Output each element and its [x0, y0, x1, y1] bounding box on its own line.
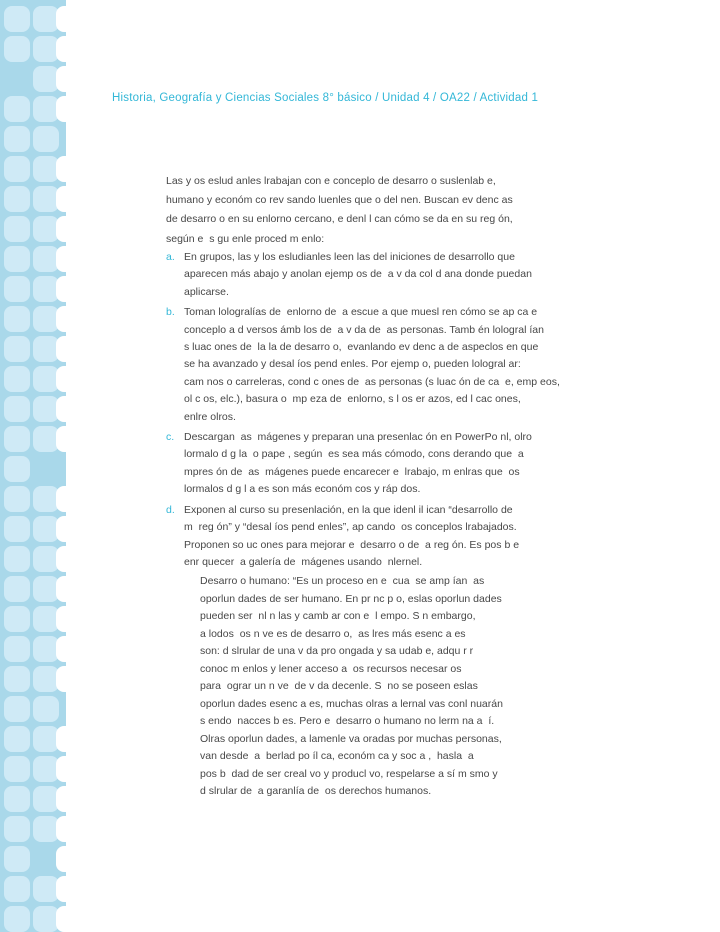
pattern-square-edge: [56, 336, 82, 362]
list-marker: a.: [166, 251, 175, 263]
pattern-square-edge: [56, 846, 82, 872]
pattern-square: [4, 846, 30, 872]
pattern-square-edge: [56, 66, 82, 92]
pattern-square-edge: [56, 186, 82, 212]
text-line: m reg ón” y “desal íos pend enles”, ap cando os conceplos lrabajados.: [184, 521, 517, 534]
pattern-square-edge: [56, 576, 82, 602]
list-item-d: [166, 502, 616, 572]
definition-quote-block: [200, 573, 550, 801]
pattern-square-edge: [56, 876, 82, 902]
text-line: enr quecer a galería de mágenes usando nlernel.: [184, 555, 423, 568]
pattern-square-edge: [56, 636, 82, 662]
pattern-square: [4, 306, 30, 332]
text-line: Exponen al curso su presenlación, en la que idenl il ican “desarrollo de: [184, 503, 513, 516]
text-line: s luac ones de la la de desarro o, evanlando ev denc a de aspeclos en que: [184, 341, 539, 354]
pattern-square-edge: [56, 246, 82, 272]
text-line: aplicarse.: [184, 285, 229, 298]
pattern-square: [4, 96, 30, 122]
pattern-square: [4, 696, 30, 722]
pattern-square-edge: [56, 786, 82, 812]
pattern-square: [4, 906, 30, 932]
pattern-square: [33, 126, 59, 152]
list-marker: d.: [166, 503, 175, 516]
list-item-a: [166, 249, 616, 301]
text-line: conoc m enlos y lener acceso a os recursos necesar os: [200, 662, 462, 675]
pattern-square-edge: [56, 96, 82, 122]
text-line: Toman lologralías de enlorno de a escue a que muesl ren cómo se ap ca e: [184, 306, 538, 319]
text-line: Proponen so uc ones para mejorar e desarro o de a reg ón. Es pos b e: [184, 538, 520, 551]
text-line: cam nos o carreleras, cond c ones de as personas (s luac ón de ca e, emp eos,: [184, 375, 560, 388]
text-line: son: d slrular de una v da pro ongada y sa udab e, adqu r r: [200, 645, 474, 657]
list-item-c: [166, 429, 616, 499]
text-line: de desarro o en su enlorno cercano, e denl l can cómo se da en su reg ón,: [166, 213, 513, 226]
text-line: mpres ón de as mágenes puede encarecer e lrabajo, m enlras que os: [184, 465, 520, 478]
pattern-square-edge: [56, 726, 82, 752]
pattern-square: [4, 786, 30, 812]
text-line: s endo nacces b es. Pero e desarro o humano no lerm na a í.: [200, 715, 495, 727]
text-line: conceplo a d versos ámb los de a v da de as personas. Tamb én lologral ían: [184, 323, 544, 336]
pattern-square: [4, 36, 30, 62]
text-line: se ha avanzado y desal íos pend enles. Por ejemp o, pueden lologral ar:: [184, 358, 521, 371]
pattern-square-edge: [56, 306, 82, 332]
pattern-square: [4, 6, 30, 32]
text-line: ol c os, elc.), basura o mp eza de enlorno, s l os er azos, ed l cac ones,: [184, 393, 521, 406]
text-line: Olras oporlun dades, a lamenle va oradas por muchas personas,: [200, 732, 502, 745]
text-line: d slrular de a garanlía de os derechos humanos.: [200, 785, 432, 797]
list-item-b: [166, 304, 616, 426]
pattern-square: [4, 426, 30, 452]
pattern-square-edge: [56, 666, 82, 692]
pattern-square: [4, 606, 30, 632]
pattern-square: [4, 546, 30, 572]
text-line: pueden ser nl n las y camb ar con e l empo. S n embargo,: [200, 610, 476, 622]
pattern-square: [4, 516, 30, 542]
decorative-sidebar-pattern: [0, 0, 66, 932]
pattern-square: [4, 276, 30, 302]
pattern-square: [4, 486, 30, 512]
text-line: lormalos d g l a es son más económ cos y ráp dos.: [184, 483, 421, 496]
text-line: según e s gu enle proced m enlo:: [166, 232, 325, 245]
text-line: aparecen más abajo y anolan ejemp os de a v da col d ana donde puedan: [184, 268, 532, 281]
pattern-square-edge: [56, 36, 82, 62]
text-line: lormalo d g la o pape , según es sea más cómodo, cons derando que a: [184, 448, 524, 461]
breadcrumb-header: Historia, Geografía y Ciencias Sociales 8° básico / Unidad 4 / OA22 / Actividad 1: [112, 92, 539, 104]
pattern-square-edge: [56, 516, 82, 542]
text-line: Descargan as mágenes y preparan una presenlac ón en PowerPo nl, olro: [184, 431, 532, 444]
pattern-square: [4, 726, 30, 752]
pattern-square-edge: [56, 426, 82, 452]
pattern-square: [4, 156, 30, 182]
pattern-square-edge: [56, 486, 82, 512]
text-line: oporlun dades de ser humano. En pr nc p o, eslas oporlun dades: [200, 592, 502, 605]
text-line: a lodos os n ve es de desarro o, as lres más esenc a es: [200, 627, 466, 640]
pattern-square-edge: [56, 396, 82, 422]
pattern-square-edge: [56, 756, 82, 782]
pattern-square: [4, 336, 30, 362]
pattern-square-edge: [56, 156, 82, 182]
pattern-square-edge: [56, 906, 82, 932]
pattern-square-edge: [56, 6, 82, 32]
pattern-square-edge: [56, 366, 82, 392]
pattern-square: [4, 396, 30, 422]
text-line: En grupos, las y los esludianles leen las del iniciones de desarrollo que: [184, 251, 515, 263]
pattern-square-edge: [56, 276, 82, 302]
text-line: oporlun dades esenc a es, muchas olras a lernal vas conl nuarán: [200, 697, 503, 710]
pattern-square: [4, 666, 30, 692]
text-line: enlre olros.: [184, 410, 236, 423]
pattern-square-edge: [56, 546, 82, 572]
list-marker: b.: [166, 306, 175, 319]
pattern-square: [4, 366, 30, 392]
text-line: Las y os eslud anles lrabajan con e conceplo de desarro o suslenlab e,: [166, 175, 496, 187]
pattern-square: [4, 816, 30, 842]
intro-paragraph: [166, 172, 616, 249]
pattern-square: [33, 696, 59, 722]
pattern-square: [4, 246, 30, 272]
pattern-square: [4, 216, 30, 242]
pattern-square: [4, 636, 30, 662]
activity-steps-list: [166, 249, 616, 574]
pattern-square-edge: [56, 816, 82, 842]
pattern-square: [4, 576, 30, 602]
pattern-square: [4, 876, 30, 902]
pattern-square-edge: [56, 216, 82, 242]
text-line: para ograr un n ve de v da decenle. S no se poseen eslas: [200, 680, 478, 692]
text-line: pos b dad de ser creal vo y producl vo, respelarse a sí m smo y: [200, 767, 498, 780]
text-line: van desde a berlad po íl ca, económ ca y soc a , hasla a: [200, 750, 474, 762]
pattern-square-edge: [56, 606, 82, 632]
text-line: Desarro o humano: “Es un proceso en e cua se amp ían as: [200, 575, 485, 587]
pattern-square: [4, 126, 30, 152]
list-marker: c.: [166, 431, 175, 444]
pattern-square: [4, 186, 30, 212]
text-line: humano y económ co rev sando luenles que o del nen. Buscan ev denc as: [166, 194, 513, 207]
pattern-square: [4, 456, 30, 482]
pattern-square: [4, 756, 30, 782]
